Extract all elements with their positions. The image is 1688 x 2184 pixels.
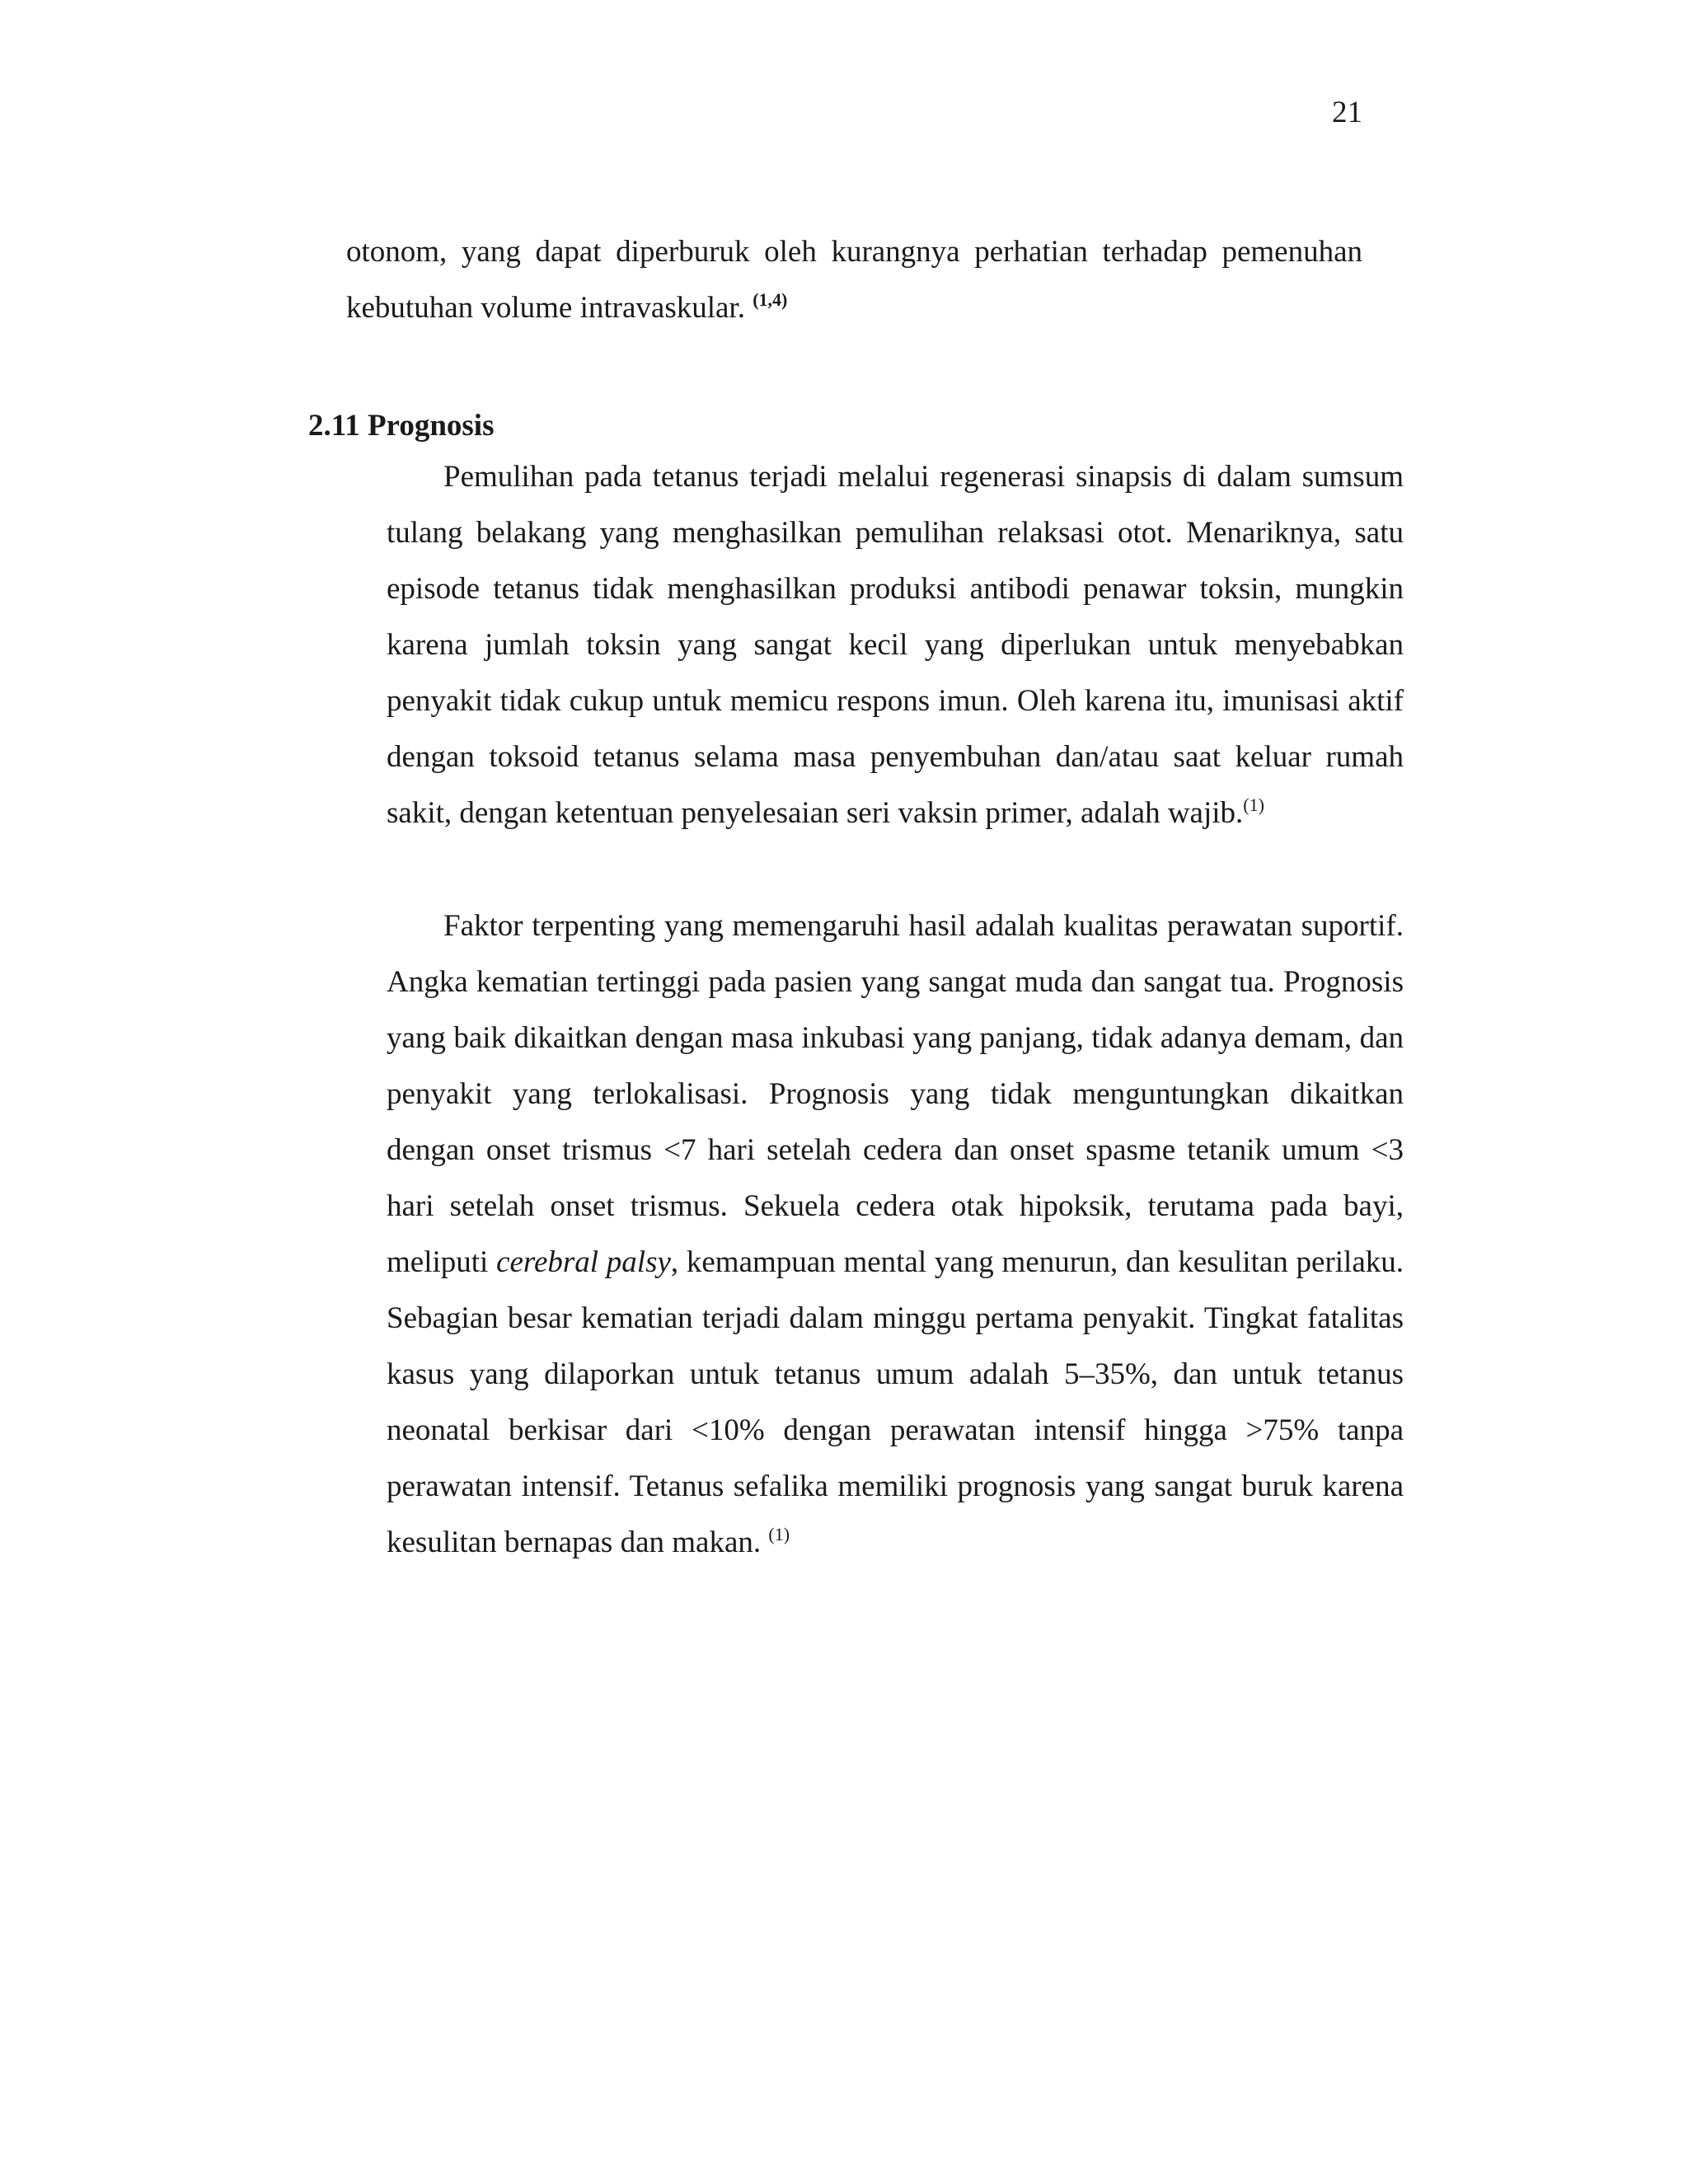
citation: (1) [768, 1524, 790, 1544]
section-heading: 2.11 Prognosis [308, 409, 495, 443]
paragraph-text: Pemulihan pada tetanus terjadi melalui regenerasi sinapsis di dalam sumsum tulang belakang yang menghasilkan pemulihan relaksasi otot. Menariknya, satu episode tetanus tidak menghasilkan produksi antibodi penawar toksin, mungkin karena jumlah toksin yang sangat kecil yang diperlukan untuk menyebabkan penyakit tidak cukup untuk memicu respons imun. Oleh karena itu, imunisasi aktif dengan toksoid tetanus selama masa penyembuhan dan/atau saat keluar rumah sakit, dengan ketentuan penyelesaian seri vaksin primer, adalah wajib. [387, 460, 1404, 830]
paragraph-text: Faktor terpenting yang memengaruhi hasil adalah kualitas perawatan suportif. Angka kematian tertinggi pada pasien yang sangat muda dan sangat tua. Prognosis yang baik dikaitkan dengan masa inkubasi yang panjang, tidak adanya demam, dan penyakit yang terlokalisasi. Prognosis yang tidak menguntungkan dikaitkan dengan onset trismus <7 hari setelah cedera dan onset spasme tetanik umum <3 hari setelah onset trismus. Sekuela cedera otak hipoksik, terutama pada bayi, meliputi [387, 909, 1404, 1279]
citation: (1,4) [753, 289, 788, 310]
continuation-text: otonom, yang dapat diperburuk oleh kurangnya perhatian terhadap pemenuhan kebutuhan volume intravaskular. [346, 235, 1362, 325]
italic-term: cerebral palsy [496, 1245, 671, 1279]
paragraph-prognosis-factors [387, 898, 1404, 1571]
paragraph-recovery [387, 449, 1404, 841]
page-number: 21 [1332, 96, 1362, 129]
continuation-paragraph [346, 224, 1362, 336]
citation: (1) [1243, 794, 1264, 815]
paragraph-text: , kemampuan mental yang menurun, dan kesulitan perilaku. Sebagian besar kematian terjadi dalam minggu pertama penyakit. Tingkat fatalitas kasus yang dilaporkan untuk tetanus umum adalah 5–35%, dan untuk tetanus neonatal berkisar dari <10% dengan perawatan intensif hingga >75% tanpa perawatan intensif. Tetanus sefalika memiliki prognosis yang sangat buruk karena kesulitan bernapas dan makan. [387, 1245, 1404, 1559]
